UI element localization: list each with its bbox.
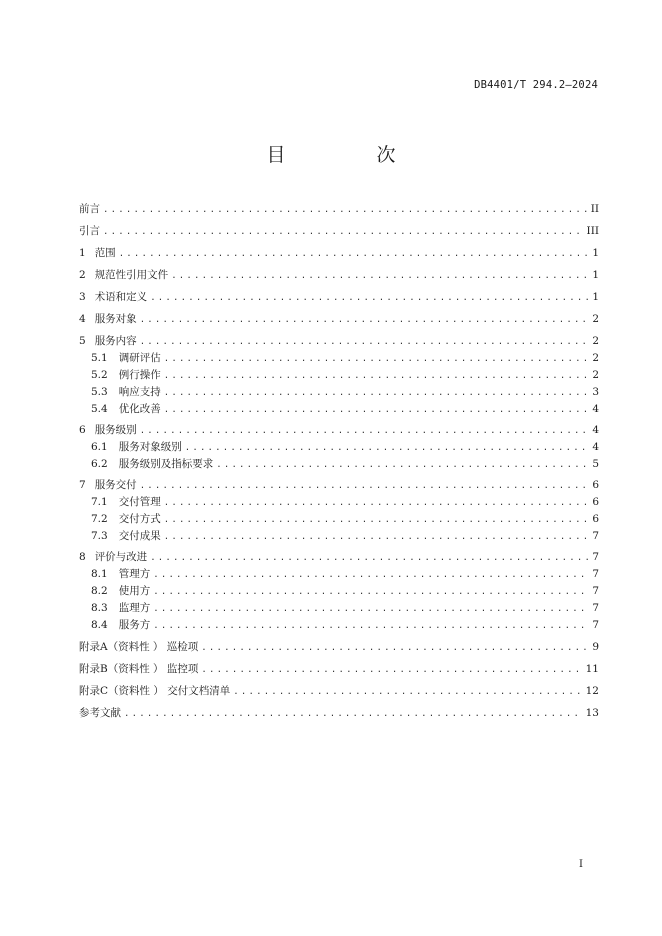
toc-entry-page: 5 (592, 458, 599, 470)
toc-entry[interactable] (79, 267, 599, 284)
toc-entry-label: 优化改善 (118, 403, 161, 415)
page-number: I (579, 859, 583, 870)
toc-entry-number: 5.4 (91, 403, 108, 415)
toc-entry-label: 例行操作 (118, 369, 161, 381)
toc-entry-page: 2 (592, 352, 599, 364)
dot-leader (150, 550, 589, 567)
toc-entry-number: 6.1 (91, 441, 108, 453)
toc-entry-number: 3 (79, 291, 86, 303)
toc-entry-label: 规范性引用文件 (94, 269, 169, 281)
toc-entry[interactable] (79, 223, 599, 240)
toc-subentry[interactable] (79, 367, 599, 384)
toc-entry[interactable] (79, 245, 599, 262)
dot-leader (140, 423, 590, 440)
toc-entry-label: 交付成果 (118, 530, 161, 542)
dot-leader (164, 385, 590, 402)
toc-entry-page: 12 (585, 685, 599, 697)
dot-leader (164, 351, 590, 368)
toc-entry-page: 6 (592, 513, 599, 525)
toc-entry-page: 7 (592, 585, 599, 597)
toc-entry-page: 7 (592, 551, 599, 563)
toc-entry-number: 6 (79, 424, 86, 436)
toc-entry[interactable] (79, 201, 599, 218)
toc-entry-label: 服务对象 (94, 313, 137, 325)
toc-entry-label: 引言 (79, 225, 100, 237)
dot-leader (164, 368, 590, 385)
toc-subentry[interactable] (79, 494, 599, 511)
toc-entry-label: 交付管理 (118, 496, 161, 508)
dot-leader (164, 512, 590, 529)
toc-entry-label: 参考文献 (79, 707, 121, 719)
toc-entry-label: 服务级别 (94, 424, 137, 436)
dot-leader (140, 312, 590, 329)
dot-leader (171, 268, 589, 285)
toc-entry[interactable] (79, 549, 599, 566)
dot-leader (119, 246, 590, 263)
toc-entry-page: 6 (592, 479, 599, 491)
toc-entry-number: 8.1 (91, 568, 108, 580)
toc-entry-label: 评价与改进 (94, 551, 148, 563)
toc-entry-number: 7.3 (91, 530, 108, 542)
toc-subentry[interactable] (79, 439, 599, 456)
toc-entry-label: 调研评估 (118, 352, 161, 364)
toc-entry-page: 7 (592, 530, 599, 542)
toc-entry-label: 附录B（资料性 ） 监控项 (79, 663, 199, 675)
toc-entry-page: 4 (592, 403, 599, 415)
toc-entry-label: 服务方 (118, 619, 151, 631)
toc-entry-number: 7.1 (91, 496, 108, 508)
toc-entry-page: 2 (592, 313, 599, 325)
toc-entry-number: 5.3 (91, 386, 108, 398)
toc-entry-page: 3 (592, 386, 599, 398)
toc-entry[interactable] (79, 661, 599, 678)
dot-leader (140, 478, 590, 495)
toc-entry[interactable] (79, 333, 599, 350)
toc-entry-page: II (590, 203, 599, 215)
toc-entry-label: 服务交付 (94, 479, 137, 491)
toc-entry-page: 13 (585, 707, 599, 719)
toc-entry-number: 1 (79, 247, 86, 259)
toc-subentry[interactable] (79, 511, 599, 528)
toc-entry-number: 4 (79, 313, 86, 325)
dot-leader (153, 567, 589, 584)
toc-entry-number: 8 (79, 551, 86, 563)
toc-entry-page: 1 (592, 247, 599, 259)
dot-leader (201, 640, 589, 657)
toc-entry-page: 7 (592, 619, 599, 631)
toc-entry-label: 范围 (94, 247, 116, 259)
toc-entry-label: 术语和定义 (94, 291, 148, 303)
dot-leader (150, 290, 589, 307)
toc-entry-number: 5.1 (91, 352, 108, 364)
dot-leader (164, 402, 590, 419)
toc-entry[interactable] (79, 705, 599, 722)
dot-leader (140, 334, 590, 351)
toc-subentry[interactable] (79, 617, 599, 634)
dot-leader (124, 706, 583, 723)
toc-entry-label: 监理方 (118, 602, 151, 614)
toc-entry-page: 9 (592, 641, 599, 653)
toc-entry-label: 附录C（资料性 ） 交付文档清单 (79, 685, 231, 697)
toc-entry-page: 7 (592, 602, 599, 614)
toc-subentry[interactable] (79, 350, 599, 367)
toc-entry[interactable] (79, 683, 599, 700)
toc-title: 目 次 (266, 144, 432, 166)
toc-subentry[interactable] (79, 456, 599, 473)
toc-entry-number: 8.2 (91, 585, 108, 597)
toc-entry-number: 6.2 (91, 458, 108, 470)
toc-entry-number: 2 (79, 269, 86, 281)
toc-entry-page: 2 (592, 335, 599, 347)
toc-entry-number: 5.2 (91, 369, 108, 381)
toc-entry-label: 服务对象级别 (118, 441, 182, 453)
toc-entry-page: 1 (592, 269, 599, 281)
toc-entry-page: 11 (585, 663, 599, 675)
toc-entry-number: 8.4 (91, 619, 108, 631)
toc-entry-page: 1 (592, 291, 599, 303)
toc-entry-label: 服务内容 (94, 335, 137, 347)
toc-entry-number: 8.3 (91, 602, 108, 614)
toc-subentry[interactable] (79, 384, 599, 401)
toc-subentry[interactable] (79, 566, 599, 583)
toc-entry-label: 使用方 (118, 585, 151, 597)
toc-entry-page: 4 (592, 441, 599, 453)
toc-entry-number: 7.2 (91, 513, 108, 525)
dot-leader (201, 662, 582, 679)
dot-leader (216, 457, 589, 474)
dot-leader (164, 495, 590, 512)
dot-leader (164, 529, 590, 546)
toc-entry[interactable] (79, 477, 599, 494)
dot-leader (153, 584, 589, 601)
toc-entry-label: 交付方式 (118, 513, 161, 525)
toc-entry-label: 管理方 (118, 568, 151, 580)
toc-entry-page: 2 (592, 369, 599, 381)
document-code: DB4401/T 294.2—2024 (474, 79, 598, 91)
toc-entry[interactable] (79, 289, 599, 306)
dot-leader (103, 202, 588, 219)
toc-entry-page: 4 (592, 424, 599, 436)
dot-leader (153, 601, 589, 618)
toc-entry-label: 前言 (79, 203, 100, 215)
dot-leader (153, 618, 589, 635)
table-of-contents (79, 201, 599, 722)
toc-entry-number: 7 (79, 479, 86, 491)
toc-subentry[interactable] (79, 583, 599, 600)
toc-entry-label: 服务级别及指标要求 (118, 458, 214, 470)
toc-entry[interactable] (79, 639, 599, 656)
toc-subentry[interactable] (79, 600, 599, 617)
toc-entry-label: 响应支持 (118, 386, 161, 398)
dot-leader (233, 684, 582, 701)
toc-entry-page: 7 (592, 568, 599, 580)
toc-entry-number: 5 (79, 335, 86, 347)
toc-entry[interactable] (79, 311, 599, 328)
dot-leader (103, 224, 584, 241)
dot-leader (185, 440, 590, 457)
toc-entry-page: 6 (592, 496, 599, 508)
toc-entry-page: III (586, 225, 599, 237)
toc-entry-label: 附录A（资料性 ） 巡检项 (79, 641, 199, 653)
toc-subentry[interactable] (79, 401, 599, 418)
toc-subentry[interactable] (79, 528, 599, 545)
toc-entry[interactable] (79, 422, 599, 439)
